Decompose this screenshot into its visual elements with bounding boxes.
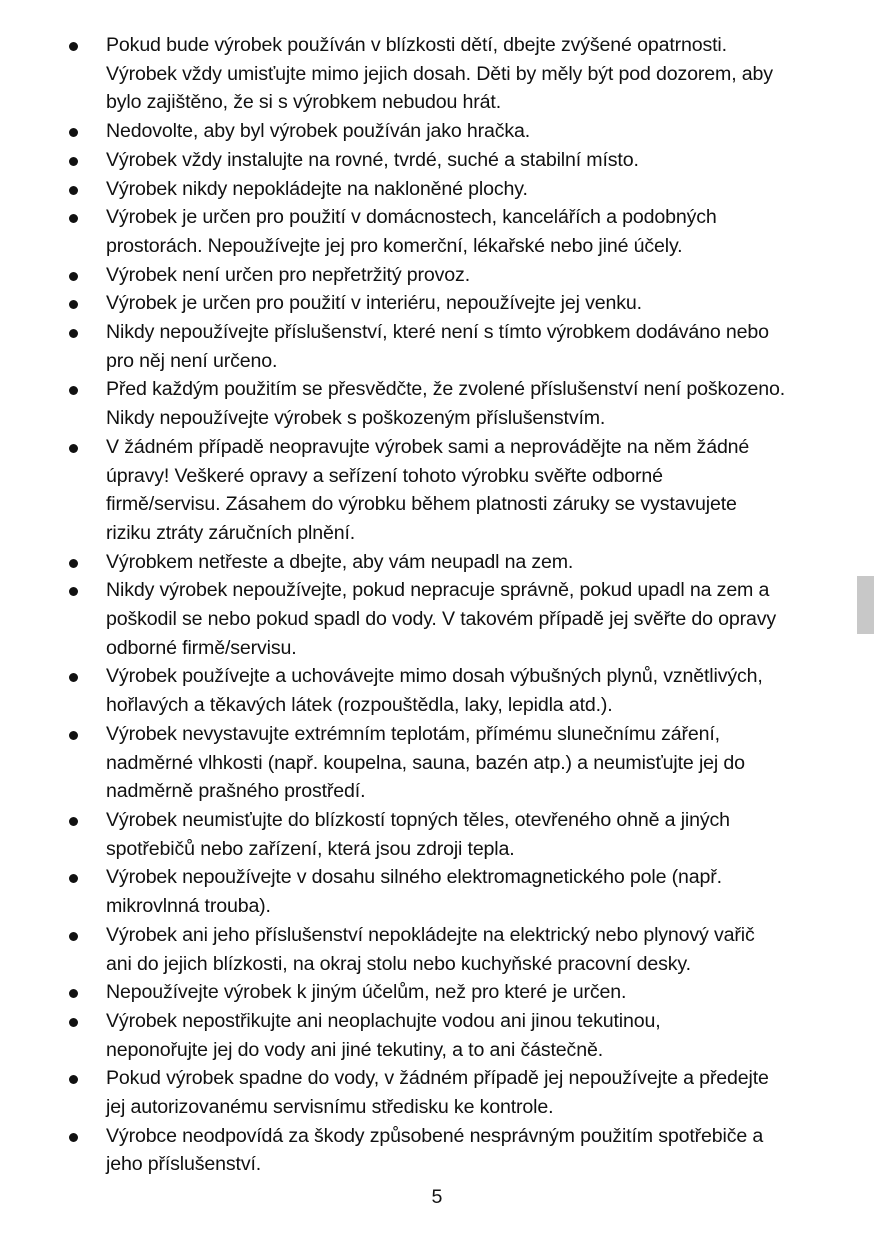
bullet-icon <box>69 300 78 309</box>
list-item <box>66 978 846 1007</box>
list-item-text: Výrobek nepostřikujte ani neoplachujte vodou ani jinou tekutinou, neponořujte jej do vody ani jiné tekutiny, a to ani částečně. <box>106 1009 661 1061</box>
bullet-icon <box>69 329 78 338</box>
list-item <box>66 146 846 175</box>
bullet-icon <box>69 42 78 51</box>
bullet-icon <box>69 128 78 137</box>
bullet-icon <box>69 989 78 998</box>
list-item-text: Výrobek vždy instalujte na rovné, tvrdé, suché a stabilní místo. <box>106 148 639 171</box>
list-item-text: Nikdy nepoužívejte příslušenství, které není s tímto výrobkem dodáváno nebo pro něj není určeno. <box>106 321 769 372</box>
bullet-icon <box>69 1133 78 1142</box>
bullet-icon <box>69 386 78 395</box>
list-item <box>66 921 846 978</box>
list-item <box>66 117 846 146</box>
list-item-text: Před každým použitím se přesvědčte, že zvolené příslušenství není poškozeno. Nikdy nepoužívejte výrobek s poškozeným příslušenstvím. <box>106 378 786 430</box>
list-item-text: Nikdy výrobek nepoužívejte, pokud nepracuje správně, pokud upadl na zem a poškodil se nebo pokud spadl do vody. V takovém případě jej svěřte do opravy odborné firmě/servisu. <box>106 579 777 659</box>
list-item-text: Výrobek nikdy nepokládejte na nakloněné plochy. <box>106 177 528 200</box>
list-item <box>66 548 846 577</box>
safety-instructions-list <box>66 31 846 1179</box>
list-item-text: Nedovolte, aby byl výrobek používán jako hračka. <box>106 120 531 143</box>
list-item <box>66 318 846 375</box>
list-item-text: V žádném případě neopravujte výrobek sami a neprovádějte na něm žádné úpravy! Veškeré opravy a seřízení tohoto výrobku svěřte odborné firmě/servisu. Zásahem do výrobku během platnosti záruky se vystavujete riziku ztráty záručních plnění. <box>106 435 750 544</box>
list-item-text: Výrobce neodpovídá za škody způsobené nesprávným použitím spotřebiče a jeho příslušenství. <box>106 1124 764 1176</box>
list-item-text: Výrobek ani jeho příslušenství nepokládejte na elektrický nebo plynový vařič ani do jejich blízkosti, na okraj stolu nebo kuchyňské pracovní desky. <box>106 923 755 975</box>
bullet-icon <box>69 1075 78 1084</box>
list-item <box>66 720 846 806</box>
page-number: 5 <box>431 1186 443 1208</box>
bullet-icon <box>69 817 78 826</box>
list-item <box>66 289 846 318</box>
bullet-icon <box>69 444 78 453</box>
list-item-text: Výrobek není určen pro nepřetržitý provoz. <box>106 263 470 286</box>
list-item-text: Pokud výrobek spadne do vody, v žádném případě jej nepoužívejte a předejte jej autorizovanému servisnímu středisku ke kontrole. <box>106 1067 769 1119</box>
bullet-icon <box>69 186 78 195</box>
list-item <box>66 1064 846 1121</box>
bullet-icon <box>69 157 78 166</box>
bullet-icon <box>69 272 78 281</box>
list-item-text: Pokud bude výrobek používán v blízkosti dětí, dbejte zvýšené opatrnosti. Výrobek vždy umisťujte mimo jejich dosah. Děti by měly být pod dozorem, aby bylo zajištěno, že si s výrobkem nebudou hrát. <box>106 34 773 114</box>
list-item <box>66 203 846 260</box>
list-item-text: Výrobek používejte a uchovávejte mimo dosah výbušných plynů, vznětlivých, hořlavých a těkavých látek (rozpouštědla, laky, lepidla atd.). <box>106 665 763 717</box>
list-item <box>66 375 846 432</box>
bullet-icon <box>69 673 78 682</box>
bullet-icon <box>69 874 78 883</box>
list-item <box>66 806 846 863</box>
list-item-text: Nepoužívejte výrobek k jiným účelům, než pro které je určen. <box>106 981 627 1004</box>
list-item <box>66 662 846 719</box>
section-tab-marker <box>857 576 874 634</box>
bullet-icon <box>69 731 78 740</box>
list-item-text: Výrobkem netřeste a dbejte, aby vám neupadl na zem. <box>106 550 574 573</box>
list-item-text: Výrobek nepoužívejte v dosahu silného elektromagnetického pole (např. mikrovlnná trouba). <box>106 866 722 918</box>
list-item <box>66 863 846 920</box>
bullet-icon <box>69 932 78 941</box>
list-item-text: Výrobek je určen pro použití v interiéru, nepoužívejte jej venku. <box>106 292 642 315</box>
list-item <box>66 261 846 290</box>
list-item <box>66 1122 846 1179</box>
list-item <box>66 576 846 662</box>
list-item-text: Výrobek neumisťujte do blízkostí topných těles, otevřeného ohně a jiných spotřebičů nebo zařízení, která jsou zdroji tepla. <box>106 808 730 860</box>
list-item <box>66 175 846 204</box>
list-item <box>66 433 846 548</box>
bullet-icon <box>69 587 78 596</box>
bullet-icon <box>69 559 78 568</box>
bullet-icon <box>69 214 78 223</box>
list-item-text: Výrobek je určen pro použití v domácnostech, kancelářích a podobných prostorách. Nepoužívejte jej pro komerční, lékařské nebo jiné účely. <box>106 206 717 257</box>
bullet-icon <box>69 1018 78 1027</box>
list-item-text: Výrobek nevystavujte extrémním teplotám, přímému slunečnímu záření, nadměrné vlhkosti (např. koupelna, sauna, bazén atp.) a neumisťujte jej do nadměrně prašného prostředí. <box>106 722 745 803</box>
list-item <box>66 1007 846 1064</box>
list-item <box>66 31 846 117</box>
